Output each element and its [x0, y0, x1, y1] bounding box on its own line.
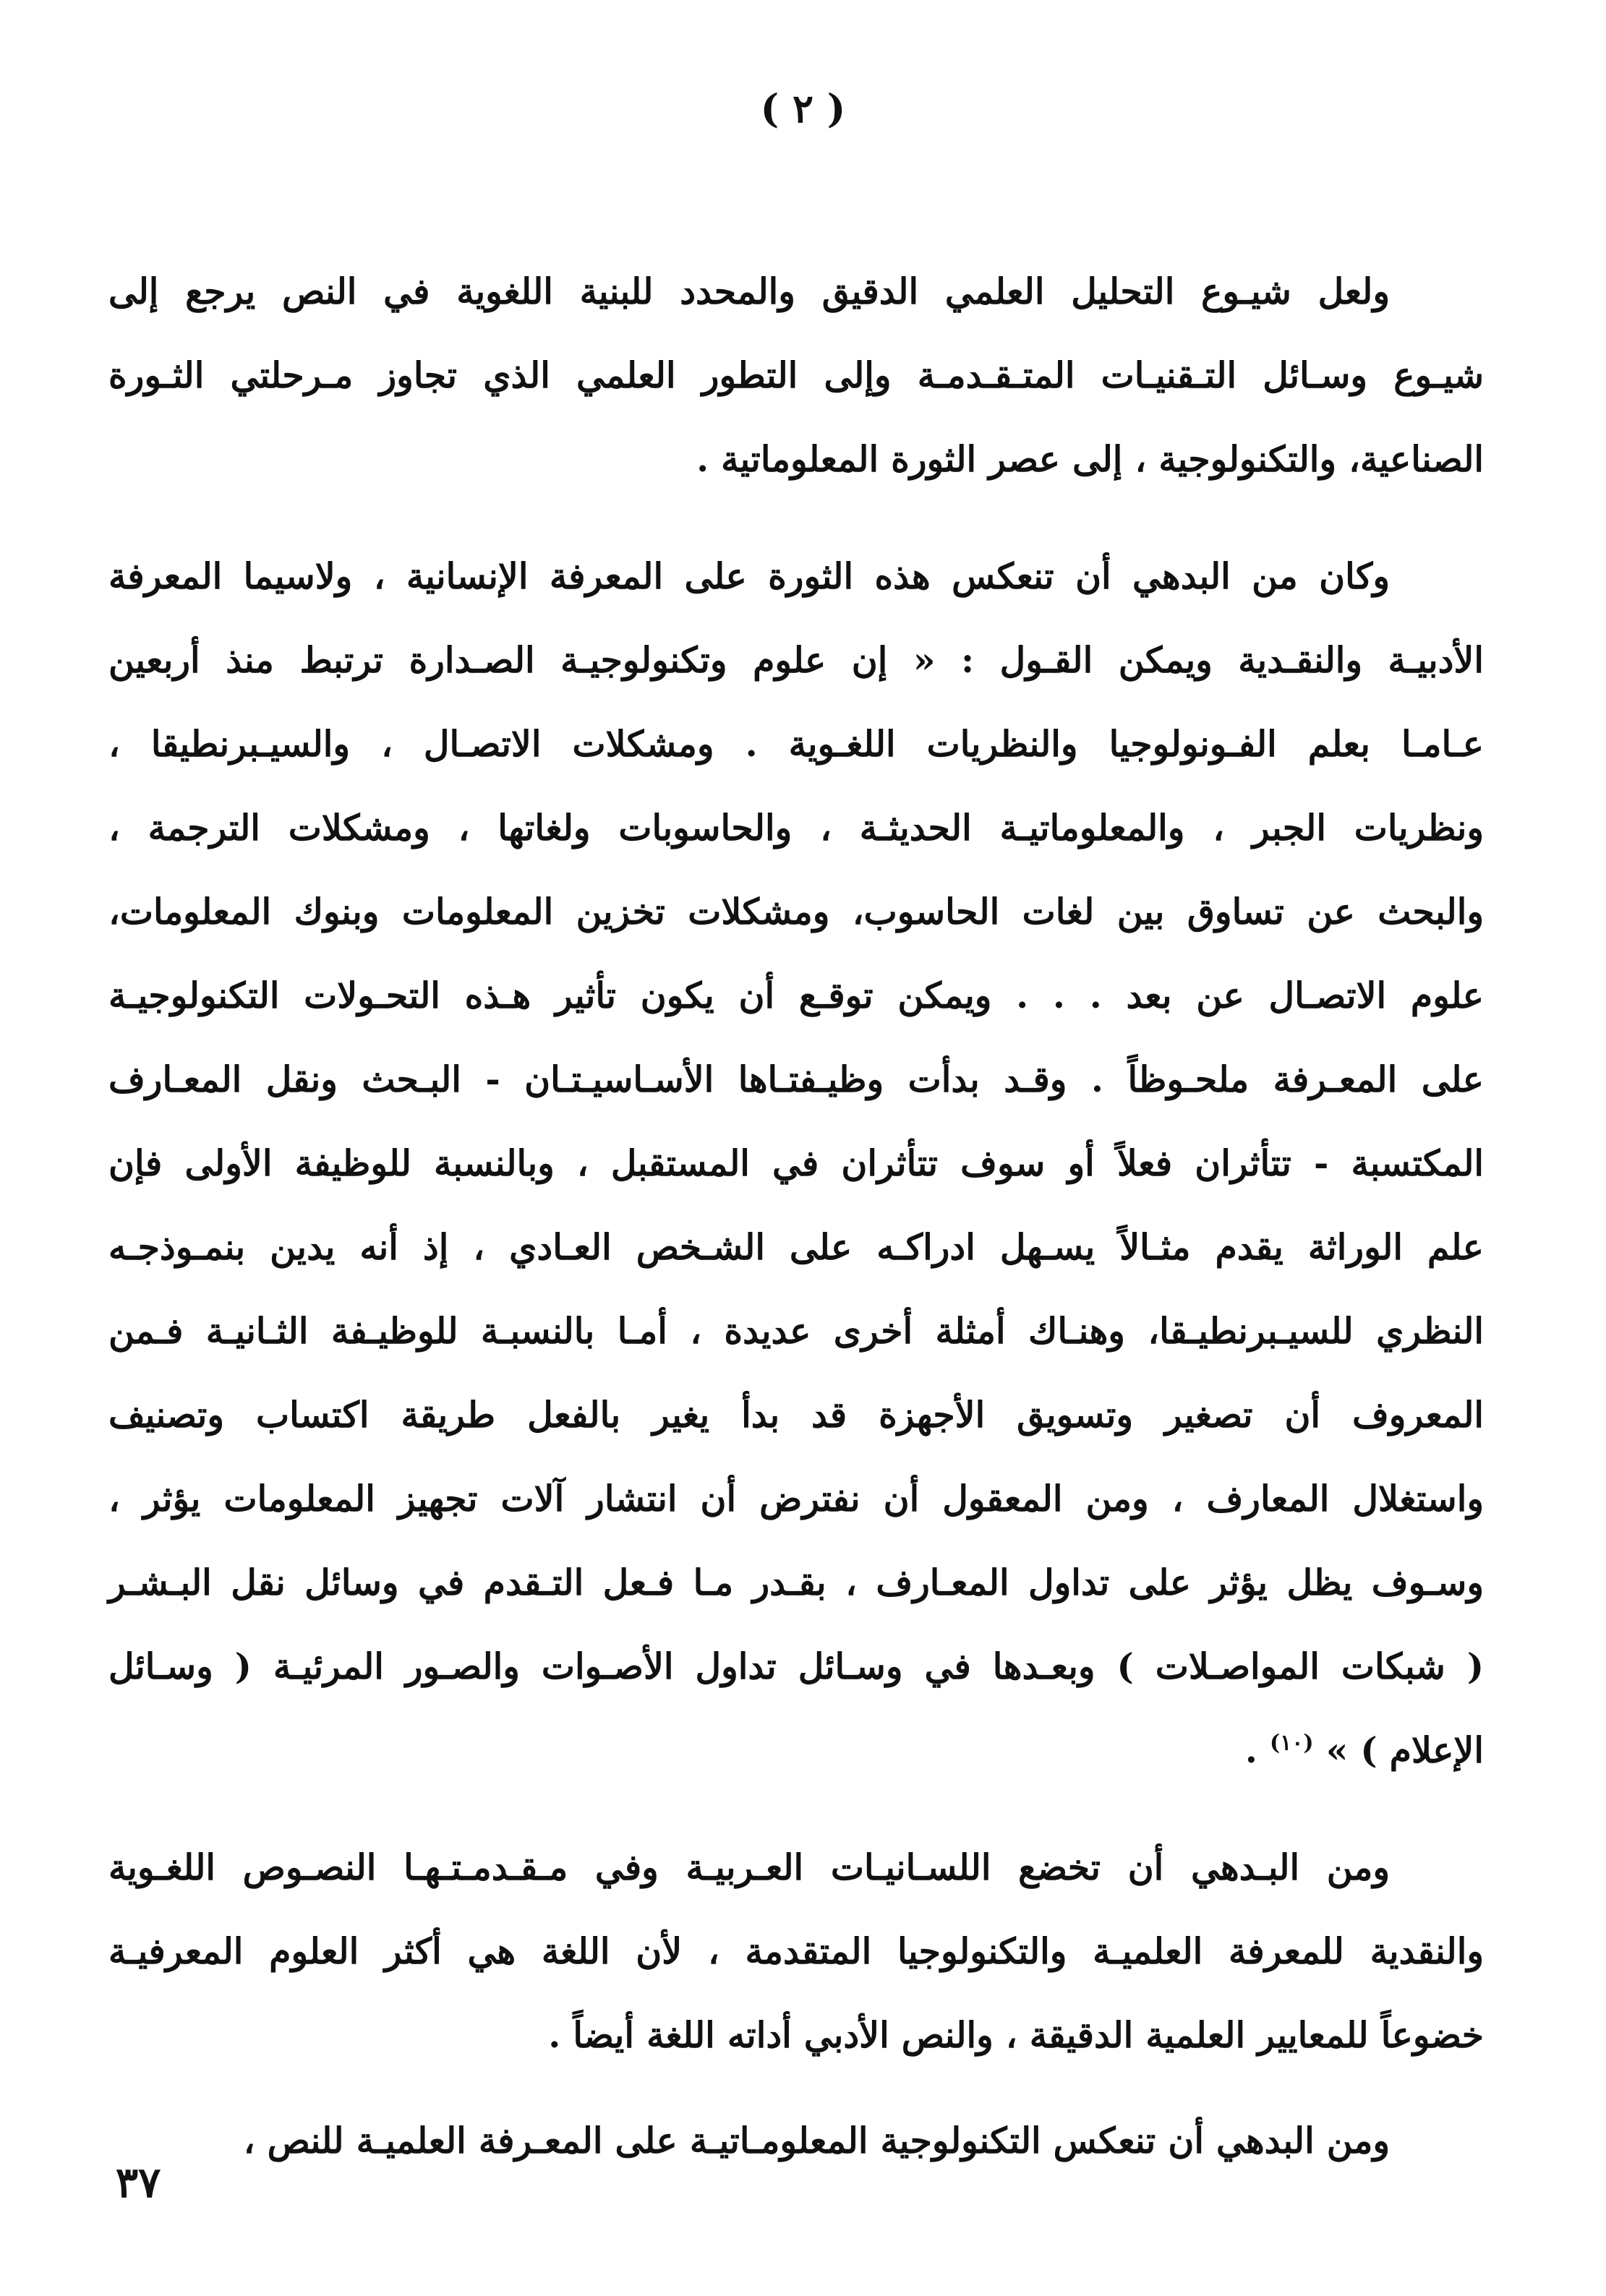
text-line: ومن البدهي أن تنعكس التكنولوجية المعلومـاتيـة على المعـرفة العلميـة للنص ، — [243, 2120, 1390, 2162]
paragraph-2 — [108, 534, 1484, 1792]
section-number: ( ٢ ) — [760, 85, 846, 132]
text-line: النظري للسيـبرنطيـقا، وهنـاك أمثلة أخرى عديدة ، أمـا بالنسبـة للوظيـفة الثـانيـة فـمن — [108, 1310, 1484, 1352]
text-line: الصناعية، والتكنولوجية ، إلى عصر الثورة المعلوماتية . — [696, 438, 1484, 480]
text-line: المعروف أن تصغير وتسويق الأجهزة قد بدأ يغير بالفعل طريقة اكتساب وتصنيف — [108, 1394, 1484, 1436]
text-line: الأدبيـة والنقـدية ويمكن القـول : « إن علوم وتكنولوجيـة الصـدارة ترتبط منذ أربعين — [108, 639, 1484, 681]
text-line: علوم الاتصـال عن بعد . . . ويمكن توقـع أن يكون تأثير هـذه التحـولات التكنولوجيـة — [108, 974, 1484, 1016]
text-line: واستغلال المعارف ، ومن المعقول أن نفترض أن انتشار آلات تجهيز المعلومات يؤثر ، — [108, 1478, 1484, 1520]
text-line: وكان من البدهي أن تنعكس هذه الثورة على المعرفة الإنسانية ، ولاسيما المعرفة — [108, 555, 1390, 597]
text-line: على المعـرفة ملحـوظاً . وقـد بدأت وظيـفتـاها الأسـاسيـتـان - البـحث ونقل المعـارف — [108, 1058, 1484, 1100]
text-line: خضوعاً للمعايير العلمية الدقيقة ، والنص الأدبي أداته اللغة أيضاً . — [548, 2014, 1484, 2056]
text-line: ( شبكات المواصـلات ) وبعـدها في وسـائل تداول الأصـوات والصـور المرئيـة ( وسـائل — [108, 1645, 1484, 1687]
text-line: الإعلام ) » $^{(١٠)}$ . — [1244, 1729, 1484, 1771]
text-line: وسـوف يظل يؤثر على تداول المعـارف ، بقـدر مـا فـعل التـقدم في وسائل نقل البـشـر — [108, 1562, 1484, 1603]
footnote-reference: (١٠) — [1269, 1730, 1314, 1756]
text-line: شيـوع وسـائل التـقنيـات المتـقـدمـة وإلى التطور العلمي الذي تجاوز مـرحلتي الثـورة — [108, 354, 1484, 396]
text-line: ومن البـدهي أن تخضع اللسـانيـات العـربيـة وفي مـقـدمـتـهـا النصـوص اللغـوية — [108, 1846, 1390, 1888]
text-line: والنقدية للمعرفة العلميـة والتكنولوجيا المتقدمة ، لأن اللغة هي أكثر العلوم المعرفيـة — [108, 1930, 1484, 1972]
paragraph-1 — [108, 249, 1484, 501]
page-number: ٣٧ — [116, 2158, 161, 2207]
text-line: عـامـا بعلم الفـونولوجيا والنظريات اللغـوية . ومشكلات الاتصـال ، والسيـبرنطيقا ، — [108, 723, 1484, 765]
body-text — [108, 249, 1484, 2183]
paragraph-4 — [108, 2099, 1484, 2183]
text-line: ولعل شيـوع التحليل العلمي الدقيق والمحدد للبنية اللغوية في النص يرجع إلى — [108, 270, 1390, 312]
text-line: المكتسبة - تتأثران فعلاً أو سوف تتأثران في المستقبل ، وبالنسبة للوظيفة الأولى فإن — [108, 1142, 1484, 1184]
text-line: والبحث عن تساوق بين لغات الحاسوب، ومشكلات تخزين المعلومات وبنوك المعلومات، — [108, 891, 1484, 933]
text-line: علم الوراثة يقدم مثـالاً يسـهل ادراكـه على الشـخص العـادي ، إذ أنه يدين بنمـوذجـه — [108, 1226, 1484, 1268]
text-line-content: الإعلام ) » — [1325, 1729, 1484, 1771]
text-line: ونظريات الجبر ، والمعلوماتيـة الحديثـة ، والحاسوبات ولغاتها ، ومشكلات الترجمة ، — [108, 807, 1484, 849]
paragraph-3 — [108, 1825, 1484, 2077]
